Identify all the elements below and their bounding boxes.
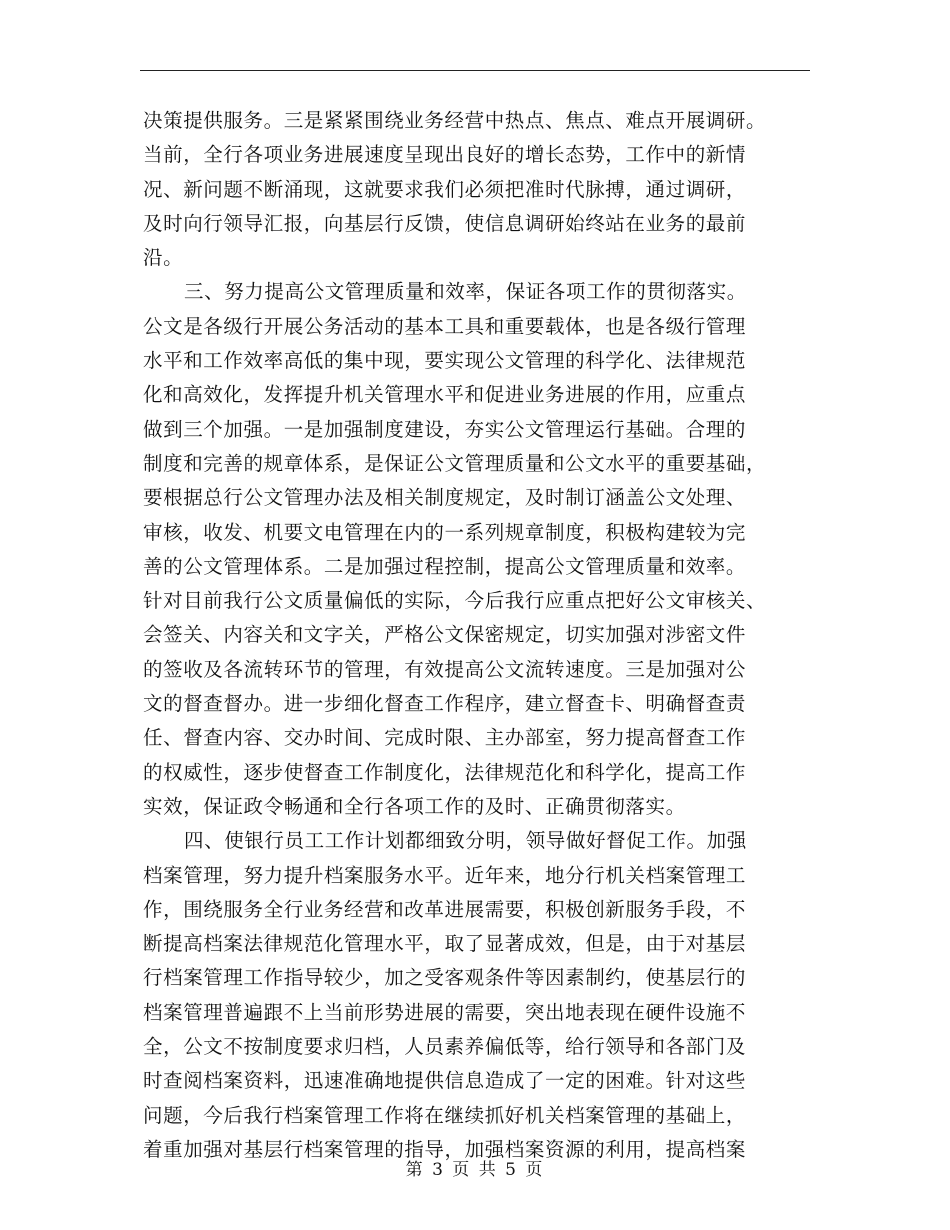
paragraph <box>143 275 813 824</box>
text-line: 制度和完善的规章体系，是保证公文管理质量和公文水平的重要基础， <box>143 451 767 475</box>
text-line: 实效，保证政令畅通和全行各项工作的及时、正确贯彻落实。 <box>143 794 686 818</box>
text-line: 当前，全行各项业务进展速度呈现出良好的增长态势，工作中的新情 <box>143 143 747 167</box>
document-body <box>143 104 813 1167</box>
text-line: 的权威性，逐步使督查工作制度化，法律规范化和科学化，提高工作 <box>143 760 747 784</box>
text-line: 会签关、内容关和文字关，严格公文保密规定，切实加强对涉密文件 <box>143 623 747 647</box>
text-line: 时查阅档案资料，迅速准确地提供信息造成了一定的困难。针对这些 <box>143 1069 747 1093</box>
text-line: 公文是各级行开展公务活动的基本工具和重要载体，也是各级行管理 <box>143 314 747 338</box>
text-line: 任、督查内容、交办时间、完成时限、主办部室，努力提高督查工作 <box>143 726 747 750</box>
paragraph <box>143 824 813 1167</box>
text-line: 做到三个加强。一是加强制度建设，夯实公文管理运行基础。合理的 <box>143 417 747 441</box>
text-line: 行档案管理工作指导较少，加之受客观条件等因素制约，使基层行的 <box>143 966 747 990</box>
text-line: 文的督查督办。进一步细化督查工作程序，建立督查卡、明确督查责 <box>143 692 747 716</box>
text-line: 三、努力提高公文管理质量和效率，保证各项工作的贯彻落实。 <box>184 280 747 304</box>
text-line: 况、新问题不断涌现，这就要求我们必须把准时代脉搏，通过调研， <box>143 177 747 201</box>
text-line: 沿。 <box>143 246 184 270</box>
text-line: 断提高档案法律规范化管理水平，取了显著成效，但是，由于对基层 <box>143 932 747 956</box>
header-rule <box>140 70 810 71</box>
text-line: 化和高效化，发挥提升机关管理水平和促进业务进展的作用，应重点 <box>143 383 747 407</box>
text-line: 全，公文不按制度要求归档，人员素养偏低等，给行领导和各部门及 <box>143 1035 747 1059</box>
paragraph <box>143 104 813 275</box>
text-line: 的签收及各流转环节的管理，有效提高公文流转速度。三是加强对公 <box>143 657 747 681</box>
text-line: 着重加强对基层行档案管理的指导，加强档案资源的利用，提高档案 <box>143 1137 747 1161</box>
text-line: 决策提供服务。三是紧紧围绕业务经营中热点、焦点、难点开展调研。 <box>143 109 767 132</box>
text-line: 问题，今后我行档案管理工作将在继续抓好机关档案管理的基础上， <box>143 1103 747 1127</box>
text-line: 要根据总行公文管理办法及相关制度规定，及时制订涵盖公文处理、 <box>143 486 747 510</box>
text-line: 档案管理，努力提升档案服务水平。近年来，地分行机关档案管理工 <box>143 863 747 887</box>
text-line: 四、使银行员工工作计划都细致分明，领导做好督促工作。加强 <box>184 829 747 853</box>
text-line: 作，围绕服务全行业务经营和改革进展需要，积极创新服务手段，不 <box>143 897 747 921</box>
text-line: 审核，收发、机要文电管理在内的一系列规章制度，积极构建较为完 <box>143 520 747 544</box>
page-number: 第 3 页 共 5 页 <box>405 1160 545 1180</box>
text-line: 及时向行领导汇报，向基层行反馈，使信息调研始终站在业务的最前 <box>143 211 747 235</box>
text-line: 善的公文管理体系。二是加强过程控制，提高公文管理质量和效率。 <box>143 554 747 578</box>
text-line: 档案管理普遍跟不上当前形势进展的需要，突出地表现在硬件设施不 <box>143 1000 747 1024</box>
text-line: 水平和工作效率高低的集中现，要实现公文管理的科学化、法律规范 <box>143 349 747 373</box>
text-line: 针对目前我行公文质量偏低的实际，今后我行应重点把好公文审核关、 <box>143 589 767 613</box>
